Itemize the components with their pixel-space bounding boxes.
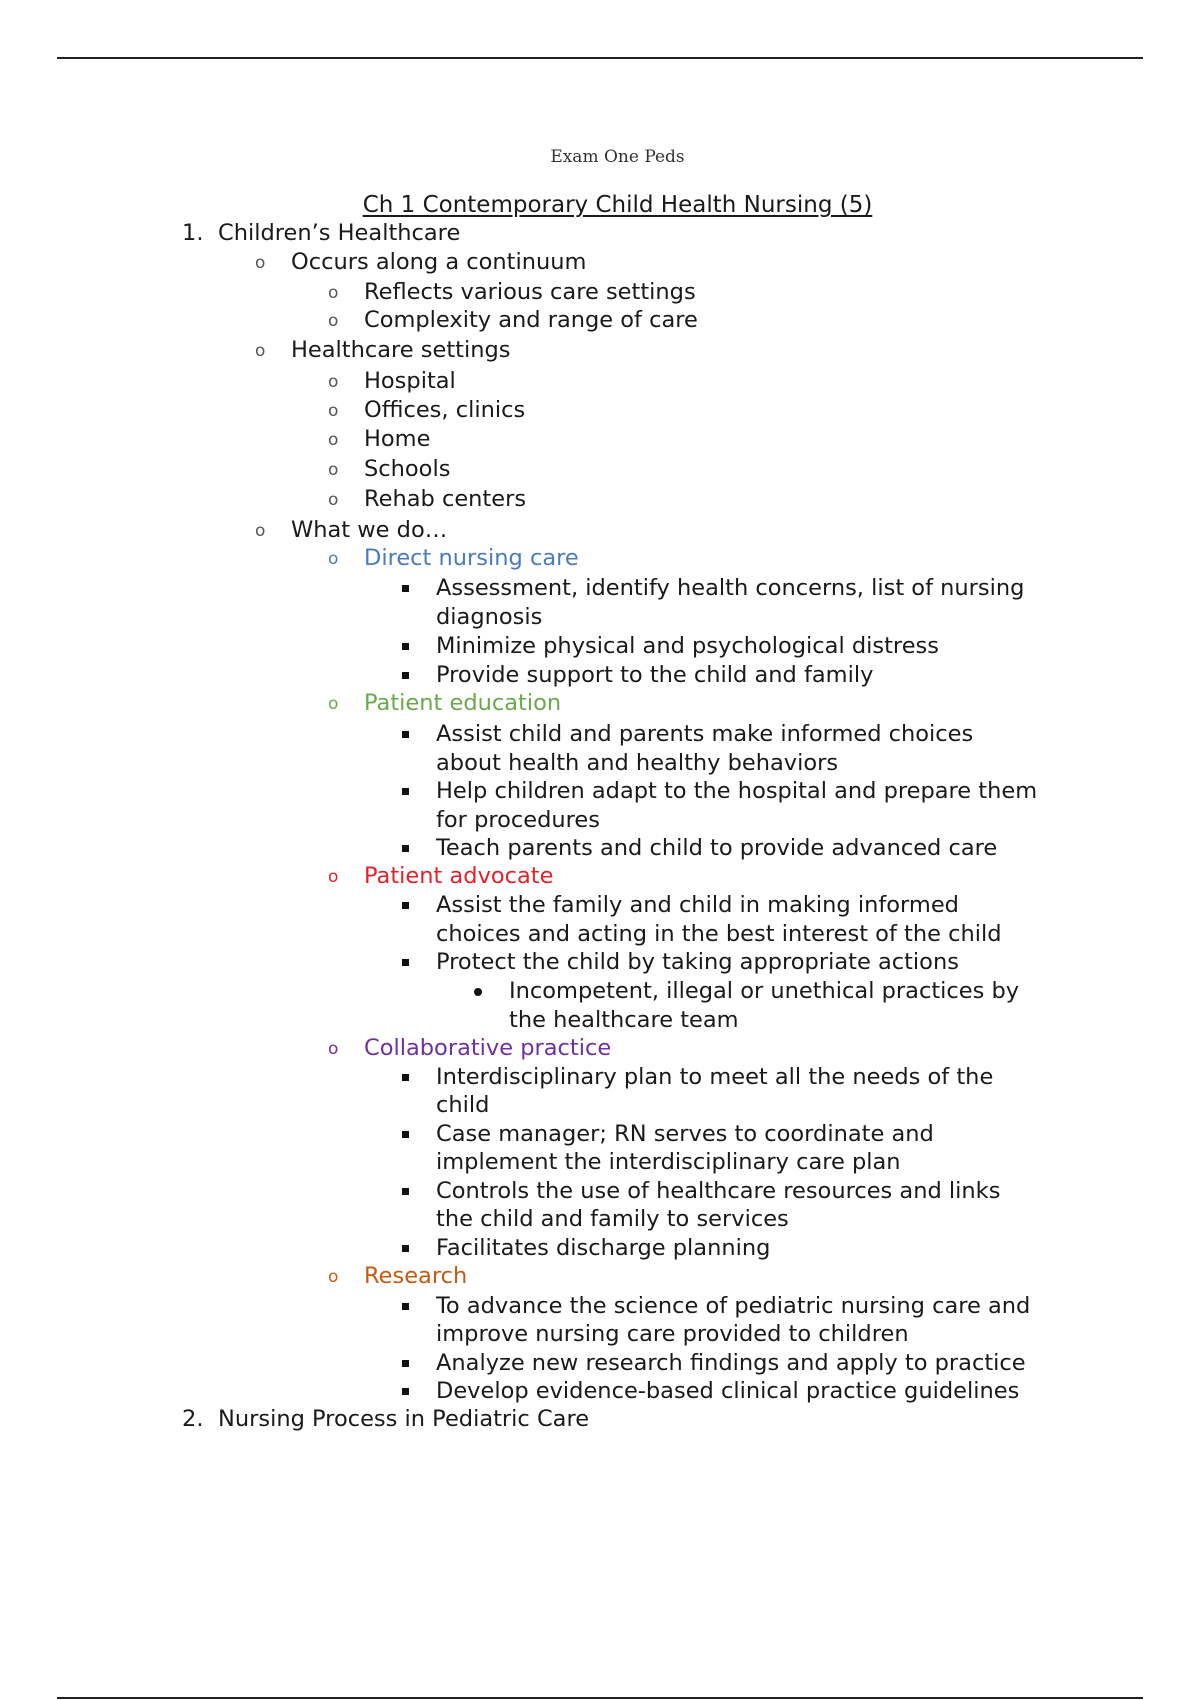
list-item-level3: Rehab centers <box>364 486 527 512</box>
top-rule <box>57 57 1143 59</box>
square-bullet-icon <box>402 1131 409 1138</box>
list-item-level5: Incompetent, illegal or unethical practices by <box>509 978 1020 1004</box>
square-bullet-icon <box>402 1303 409 1310</box>
dot-bullet-icon <box>474 988 482 996</box>
circle-bullet-icon: o <box>328 1039 339 1059</box>
section-heading: Nursing Process in Pediatric Care <box>218 1406 590 1432</box>
circle-bullet-icon: o <box>255 521 266 541</box>
list-item-level4-cont: diagnosis <box>436 604 543 630</box>
list-item-level3: Home <box>364 426 431 452</box>
square-bullet-icon <box>402 845 409 852</box>
square-bullet-icon <box>402 1074 409 1081</box>
list-item-level4: Case manager; RN serves to coordinate and <box>436 1121 934 1147</box>
list-item-level4: Assist the family and child in making informed <box>436 892 959 918</box>
list-item-level4: Provide support to the child and family <box>436 662 874 688</box>
square-bullet-icon <box>402 959 409 966</box>
category-patient-education: Patient education <box>364 690 562 716</box>
list-item-level4-cont: the child and family to services <box>436 1206 789 1232</box>
list-item-level5-cont: the healthcare team <box>509 1007 739 1033</box>
page-header: Exam One Peds <box>550 147 685 167</box>
circle-bullet-icon: o <box>328 430 339 450</box>
circle-bullet-icon: o <box>328 1267 339 1287</box>
list-item-level4-cont: about health and healthy behaviors <box>436 750 839 776</box>
section-heading: Children’s Healthcare <box>218 220 461 246</box>
list-item-level2: Occurs along a continuum <box>291 249 587 275</box>
list-item-level4-cont: improve nursing care provided to children <box>436 1321 909 1347</box>
list-item-level4: Help children adapt to the hospital and prepare them <box>436 778 1038 804</box>
list-item-level3: Reflects various care settings <box>364 279 696 305</box>
circle-bullet-icon: o <box>328 460 339 480</box>
page-title: Ch 1 Contemporary Child Health Nursing (5) <box>362 192 873 218</box>
bottom-rule <box>57 1697 1143 1699</box>
section-number: 1. <box>182 220 204 246</box>
circle-bullet-icon: o <box>328 549 339 569</box>
circle-bullet-icon: o <box>328 283 339 303</box>
square-bullet-icon <box>402 672 409 679</box>
list-item-level3: Hospital <box>364 368 456 394</box>
category-patient-advocate: Patient advocate <box>364 863 554 889</box>
list-item-level4: Assist child and parents make informed choices <box>436 721 974 747</box>
circle-bullet-icon: o <box>255 253 266 273</box>
list-item-level4: Minimize physical and psychological distress <box>436 633 939 659</box>
list-item-level4-cont: for procedures <box>436 807 600 833</box>
circle-bullet-icon: o <box>328 311 339 331</box>
list-item-level4-cont: choices and acting in the best interest of the child <box>436 921 1002 947</box>
list-item-level3: Offices, clinics <box>364 397 526 423</box>
square-bullet-icon <box>402 1245 409 1252</box>
list-item-level4: Teach parents and child to provide advanced care <box>436 835 998 861</box>
square-bullet-icon <box>402 731 409 738</box>
list-item-level4: Protect the child by taking appropriate actions <box>436 949 959 975</box>
list-item-level4: Assessment, identify health concerns, list of nursing <box>436 575 1025 601</box>
circle-bullet-icon: o <box>328 372 339 392</box>
list-item-level4-cont: child <box>436 1092 490 1118</box>
category-research: Research <box>364 1263 468 1289</box>
circle-bullet-icon: o <box>328 694 339 714</box>
circle-bullet-icon: o <box>328 867 339 887</box>
list-item-level3: Complexity and range of care <box>364 307 698 333</box>
category-collaborative-practice: Collaborative practice <box>364 1035 612 1061</box>
list-item-level4: Controls the use of healthcare resources and links <box>436 1178 1001 1204</box>
list-item-level2: Healthcare settings <box>291 337 511 363</box>
list-item-level4: Analyze new research findings and apply to practice <box>436 1350 1026 1376</box>
list-item-level2: What we do… <box>291 517 448 543</box>
list-item-level4: Facilitates discharge planning <box>436 1235 771 1261</box>
category-direct-care: Direct nursing care <box>364 545 579 571</box>
square-bullet-icon <box>402 788 409 795</box>
square-bullet-icon <box>402 1388 409 1395</box>
section-number: 2. <box>182 1406 204 1432</box>
square-bullet-icon <box>402 902 409 909</box>
square-bullet-icon <box>402 643 409 650</box>
list-item-level4: To advance the science of pediatric nursing care and <box>436 1293 1031 1319</box>
square-bullet-icon <box>402 1188 409 1195</box>
list-item-level3: Schools <box>364 456 451 482</box>
square-bullet-icon <box>402 1360 409 1367</box>
square-bullet-icon <box>402 585 409 592</box>
circle-bullet-icon: o <box>255 341 266 361</box>
list-item-level4-cont: implement the interdisciplinary care plan <box>436 1149 901 1175</box>
list-item-level4: Interdisciplinary plan to meet all the needs of the <box>436 1064 994 1090</box>
list-item-level4: Develop evidence-based clinical practice guidelines <box>436 1378 1020 1404</box>
circle-bullet-icon: o <box>328 401 339 421</box>
circle-bullet-icon: o <box>328 490 339 510</box>
